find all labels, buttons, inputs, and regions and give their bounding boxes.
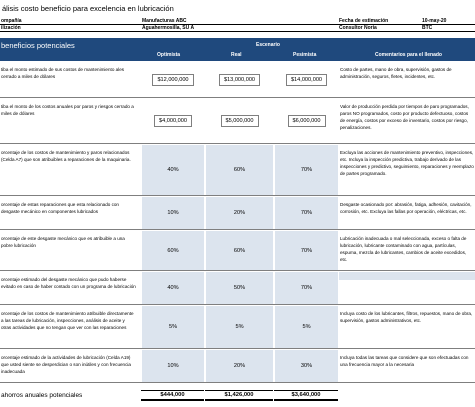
- value-optimista[interactable]: 5%: [141, 306, 204, 348]
- location-value[interactable]: Aguahermosilla, SU A: [142, 25, 195, 31]
- table-row: [0, 350, 475, 383]
- value-pesimista[interactable]: 5%: [274, 306, 338, 348]
- sheet-title: álisis costo beneficio para excelencia en lubricación: [2, 4, 174, 13]
- value-real[interactable]: 5%: [205, 306, 273, 348]
- row-description: orcentaje de este desgaste mecánico que es atribuible a una pobre lubricación: [1, 236, 125, 248]
- table-row: [0, 306, 475, 349]
- value-optimista[interactable]: 10%: [141, 197, 204, 229]
- header-optimista: Optimista: [157, 52, 181, 58]
- value-real[interactable]: 60%: [205, 231, 273, 270]
- value-optimista[interactable]: 60%: [141, 231, 204, 270]
- table-row: [0, 231, 475, 271]
- value-optimista[interactable]: 40%: [141, 272, 204, 304]
- table-row: [0, 62, 475, 98]
- info-row-location: [0, 25, 475, 32]
- row-comment: Lubricación inadecuada o mal seleccionada, exceso o falta de lubricación, lubricante contaminado con agua, partículas, espuma, mezcla de lubricantes, cambios de aceite excedidos, etc.: [339, 231, 475, 267]
- row-description: tiba el monto estimado de sus costos de mantenimiento ales cerrado a miles de dólares: [1, 67, 125, 79]
- company-value[interactable]: Manufacturas ABC: [142, 18, 187, 24]
- header-title: beneficios potenciales: [1, 41, 75, 50]
- consultant-label[interactable]: Consultor Noria: [339, 25, 377, 31]
- value-real[interactable]: 50%: [205, 272, 273, 304]
- row-comment: Incluya todas las tareas que considere que son efectuadas con una frecuencia mayor a la necesaria: [339, 350, 475, 372]
- value-real[interactable]: [205, 62, 273, 97]
- row-comment: Incluya costo de los lubricantes, filtros, repuestos, mano de obra, supervisión, gastos administrativos, etc.: [339, 306, 475, 328]
- value-optimista[interactable]: 10%: [141, 350, 204, 382]
- value-text: $14,000,000: [286, 74, 327, 86]
- value-real[interactable]: [205, 99, 273, 143]
- row-comment: Excluya las acciones de mantenimiento preventivo, inspecciones, etc. Incluya la inspección predictiva, trabajo derivado de las inspecciones y predictivo, seguimiento, reparaciones y reemplazo de partes programado.: [339, 145, 475, 181]
- row-description: tiba el monto de los costos anuales por paros y riesgos cerrado a miles de dólares: [1, 104, 134, 116]
- value-text: $13,000,000: [219, 74, 260, 86]
- value-pesimista[interactable]: 70%: [274, 231, 338, 270]
- row-description: orcentaje de los costos de mantenimiento y paros relacionados (Celda A7) que son atribuibles a reparaciones de la maquinaria.: [1, 150, 131, 162]
- row-description: orcentaje estimado del desgaste mecánico que pudo haberse evitado en caso de haber contado con un programa de lubricación: [1, 277, 136, 289]
- value-pesimista[interactable]: 70%: [274, 145, 338, 195]
- consultant-value[interactable]: BTC: [422, 25, 433, 31]
- location-label[interactable]: ilización: [1, 25, 21, 31]
- total-real[interactable]: $1,426,000: [205, 390, 273, 401]
- value-text: $12,000,000: [152, 74, 193, 86]
- header-pesimista: Pesimista: [293, 52, 317, 58]
- info-section: [0, 18, 475, 32]
- table-row: [0, 272, 475, 305]
- totals-label: ahorros anuales potenciales: [1, 392, 83, 399]
- value-real[interactable]: 60%: [205, 145, 273, 195]
- value-pesimista[interactable]: [274, 62, 338, 97]
- total-optimista[interactable]: $444,000: [141, 390, 204, 401]
- value-real[interactable]: 20%: [205, 197, 273, 229]
- table-header: [0, 38, 475, 61]
- value-optimista[interactable]: [141, 99, 204, 143]
- row-description: orcentaje estimado de la actividades de lubricación (Celda A19) que usted siente se desperdician o son inútiles y con frecuencia inadecuada: [1, 355, 131, 374]
- date-value[interactable]: 10-may-20: [422, 18, 447, 24]
- header-scenario: Escenario: [256, 42, 280, 48]
- value-optimista[interactable]: 40%: [141, 145, 204, 195]
- value-real[interactable]: 20%: [205, 350, 273, 382]
- row-comment: [339, 272, 475, 280]
- value-pesimista[interactable]: 70%: [274, 272, 338, 304]
- row-description: orcentaje de estas reparaciones que esta relacionado con desgaste mecánico en componentes lubricados: [1, 202, 119, 214]
- table-row: [0, 99, 475, 144]
- totals-row: [0, 390, 475, 402]
- value-pesimista[interactable]: [274, 99, 338, 143]
- header-comments: Comentarios para el llenado: [375, 52, 442, 58]
- row-comment: Valor de producción perdida por tiempos de paro programados, paros NO programados, costo por producto defectuoso, costos de energía, costos por exceso de inventario, costos por riesgo, penalizaciones.: [339, 99, 475, 135]
- table-row: [0, 145, 475, 196]
- value-text: $4,000,000: [154, 115, 192, 127]
- date-label[interactable]: Fecha de estimación: [339, 18, 389, 24]
- row-comment: Costo de partes, mano de obra, supervisión, gastos de administración, seguros, fletes, incidentes, etc.: [339, 62, 475, 84]
- table-row: [0, 197, 475, 230]
- value-pesimista[interactable]: 70%: [274, 197, 338, 229]
- row-comment: Desgaste ocasionado por: abrasión, fatiga, adhesión, cavitación, corrosión, etc. Excluya las fallas por operación, eléctricas, etc.: [339, 197, 475, 219]
- info-row-company: [0, 18, 475, 25]
- value-optimista[interactable]: [141, 62, 204, 97]
- header-real: Real: [231, 52, 242, 58]
- value-text: $6,000,000: [288, 115, 326, 127]
- total-pesimista[interactable]: $3,640,000: [274, 390, 338, 401]
- value-text: $5,000,000: [221, 115, 259, 127]
- company-label[interactable]: ompañía: [1, 18, 22, 24]
- row-description: orcentaje de los costos de mantenimiento atribuible directamente a las tareas de lubricación, inspecciones, análisis de aceite y otras actividades que no tengan que ver con las reparaciones: [1, 311, 134, 330]
- value-pesimista[interactable]: 30%: [274, 350, 338, 382]
